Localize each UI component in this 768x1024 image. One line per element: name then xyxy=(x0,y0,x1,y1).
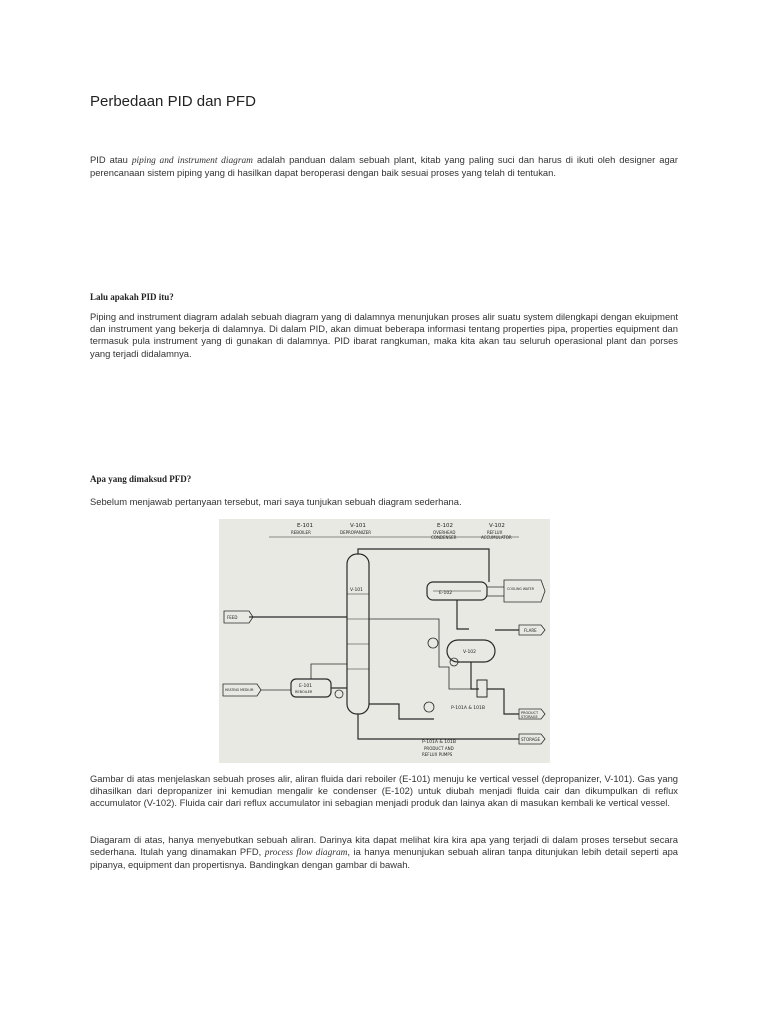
section-heading-pid: Lalu apakah PID itu? xyxy=(90,292,174,302)
process-flow-diagram xyxy=(219,519,550,763)
depropanizer-header-name: DEPROPANIZER xyxy=(340,530,372,535)
pfd-definition-paragraph xyxy=(90,834,678,872)
product-label: PRODUCT xyxy=(521,711,539,715)
condenser-header-name2: CONDENSER xyxy=(431,535,457,540)
pumps-caption: P-101A & 101B xyxy=(422,740,456,745)
accumulator-header-name2: ACCUMULATOR xyxy=(481,535,512,540)
depropanizer-column xyxy=(347,554,369,714)
reboiler-header-name: REBOILER xyxy=(291,530,311,535)
pid-paragraph: Piping and instrument diagram adalah sebuah diagram yang di dalamnya menunjukan proses alir suatu system dilengkapi dengan ekuipment dan instrument yang bekerja di dalamnya. Di dalam PID, akan dimuat beberapa informasi tentang properties pipa, properties equipment dan termasuk pula instrument yang di gunakan di dalamnya. PID ibarat rangkuman, maka kita akan tau seluruh operasional plant dan porses yang terjadi didalamnya. xyxy=(90,311,678,359)
pfd-drawing xyxy=(219,519,550,763)
depropanizer-tag: V-101 xyxy=(350,523,366,529)
condenser-header-name: OVERHEAD xyxy=(433,530,456,535)
reboiler-tag: E-101 xyxy=(297,523,313,529)
pfd-text-end: , ia hanya menunjukan sebuah aliran tanpa ditunjukan lebih detail seperti apa pipanya, equipment dan propertisnya. Bandingkan dengan gambar di bawah. xyxy=(90,846,679,871)
intro-emphasis: piping and instrument diagram xyxy=(131,156,253,166)
pumps-caption-3: REFLUX PUMPS xyxy=(422,752,453,757)
condenser-tag: E-102 xyxy=(437,523,453,529)
reboiler-sub-label: REBOILER xyxy=(295,690,313,694)
section-heading-pfd: Apa yang dimaksud PFD? xyxy=(90,474,192,484)
heating-medium-label: HEATING MEDIUM xyxy=(225,688,254,692)
flare-label: FLARE xyxy=(524,628,537,633)
product-label-2: STORAGE xyxy=(521,715,538,719)
diagram-explanation-paragraph: Gambar di atas menjelaskan sebuah proses alir, aliran fluida dari reboiler (E-101) menuju ke vertical vessel (depropanizer, V-101). Gas yang dihasilkan dari depropanizer ini kemudian mengalir ke condenser (E-102) untuk diubah menjadi fluida cair dan dikumpulkan di reflux accumulator (V-102). Fluida cair dari reflux accumulator ini sebagian menjadi produk dan lainya akan di masukan kembali ke vertical vessel. xyxy=(90,773,678,809)
pfd-text-start: Diagaram di atas, hanya menyebutkan sebuah aliran. Darinya kita dapat melihat kira kira apa yang terjadi di dalam proses tersebut secara sederhana. Itulah yang dinamakan PFD, xyxy=(90,834,678,858)
intro-text-end: adalah panduan dalam sebuah plant, kitab yang paling suci dan harus di ikuti oleh designer agar perencanaan sistem piping yang di hasilkan dapat beroperasi dengan baik sesuai proses yang telah di tentukan. xyxy=(90,154,678,179)
condenser-label: E-102 xyxy=(439,591,453,596)
intro-text-start: PID atau xyxy=(90,154,132,165)
pfd-emphasis: process flow diagram xyxy=(264,848,348,859)
pump-label: P-101A & 101B xyxy=(451,706,485,711)
pumps-caption-2: PRODUCT AND xyxy=(424,746,454,751)
cooling-water-label: COOLING WATER xyxy=(507,587,534,591)
accumulator-label: V-102 xyxy=(463,650,477,655)
intro-paragraph xyxy=(90,154,678,179)
page-title: Perbedaan PID dan PFD xyxy=(90,93,256,110)
column-label: V-101 xyxy=(350,588,364,593)
accumulator-header-name: REFLUX xyxy=(487,530,503,535)
reboiler-label: E-101 xyxy=(299,684,313,689)
storage-label: STORAGE xyxy=(521,737,541,742)
feed-label: FEED xyxy=(227,615,238,620)
diagram-intro-paragraph: Sebelum menjawab pertanyaan tersebut, mari saya tunjukan sebuah diagram sederhana. xyxy=(90,496,462,507)
accumulator-tag: V-102 xyxy=(489,523,505,529)
